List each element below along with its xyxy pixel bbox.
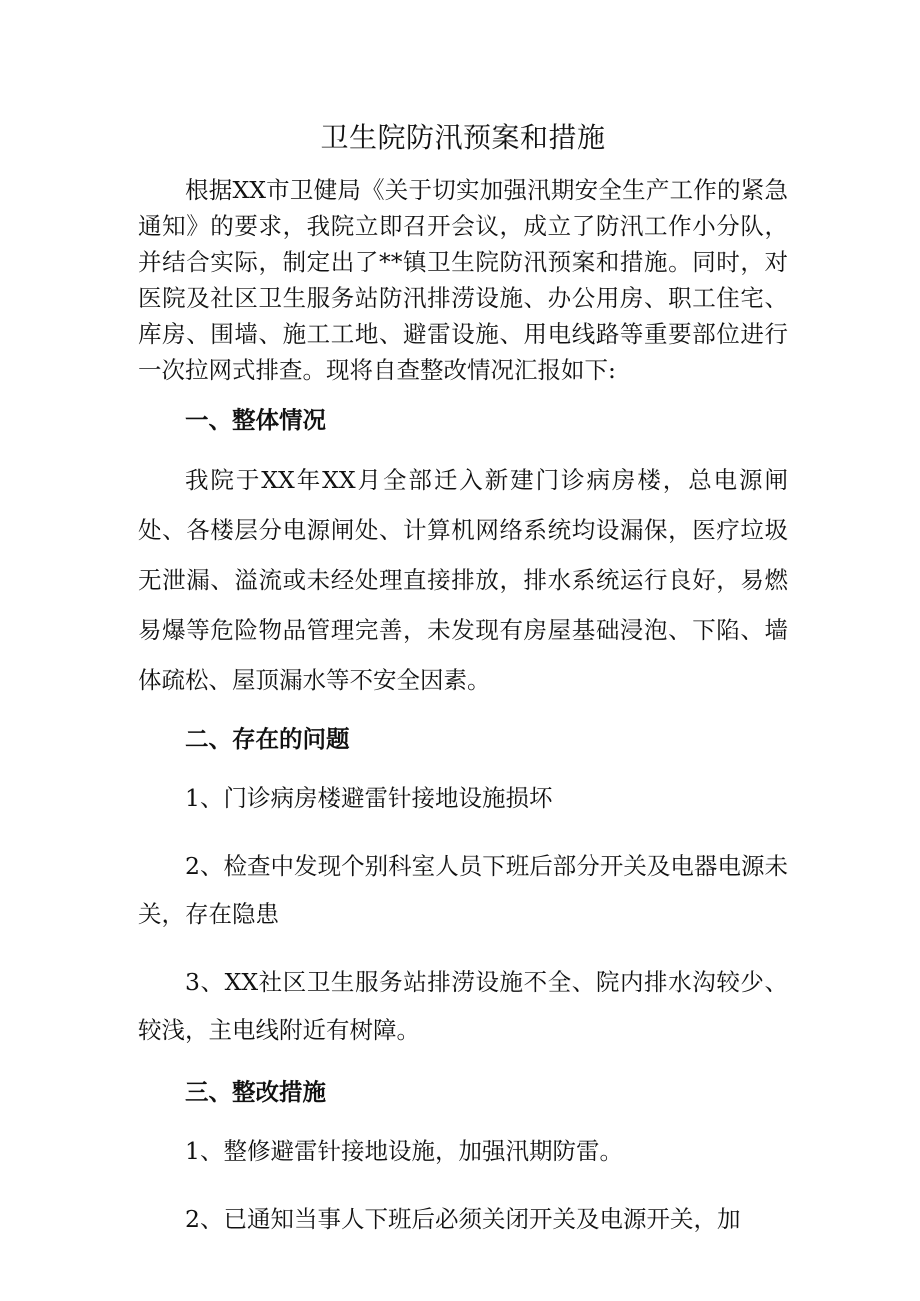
measure-item-2: 2、已通知当事人下班后必须关闭开关及电源开关，加 [185,1205,741,1233]
document-title: 卫生院防汛预案和措施 [320,121,606,154]
section-1-heading: 一、整体情况 [185,406,326,434]
section-3-heading: 三、整改措施 [185,1078,326,1106]
section-1-body: 我院于XX年XX月全部迁入新建门诊病房楼，总电源闸处、各楼层分电源闸处、计算机网络系统均设漏保，医疗垃圾无泄漏、溢流或未经处理直接排放，排水系统运行良好，易燃易爆等危险物品管理完善，未发现有房屋基础浸泡、下陷、墙体疏松、屋顶漏水等不安全因素。 [138,466,788,694]
issue-item-3: 3、XX社区卫生服务站排涝设施不全、院内排水沟较少、较浅，主电线附近有树障。 [138,968,788,1044]
intro-paragraph: 根据XX市卫健局《关于切实加强汛期安全生产工作的紧急通知》的要求，我院立即召开会议，成立了防汛工作小分队，并结合实际，制定出了**镇卫生院防汛预案和措施。同时，对医院及社区卫生服务站防汛排涝设施、办公用房、职工住宅、库房、围墙、施工工地、避雷设施、用电线路等重要部位进行一次拉网式排查。现将自查整改情况汇报如下: [138,176,788,384]
issue-item-2: 2、检查中发现个别科室人员下班后部分开关及电器电源未关，存在隐患 [138,852,788,928]
section-2-heading: 二、存在的问题 [185,725,350,753]
measure-item-1: 1、整修避雷针接地设施，加强汛期防雷。 [185,1137,623,1165]
issue-item-1: 1、门诊病房楼避雷针接地设施损坏 [185,784,553,812]
